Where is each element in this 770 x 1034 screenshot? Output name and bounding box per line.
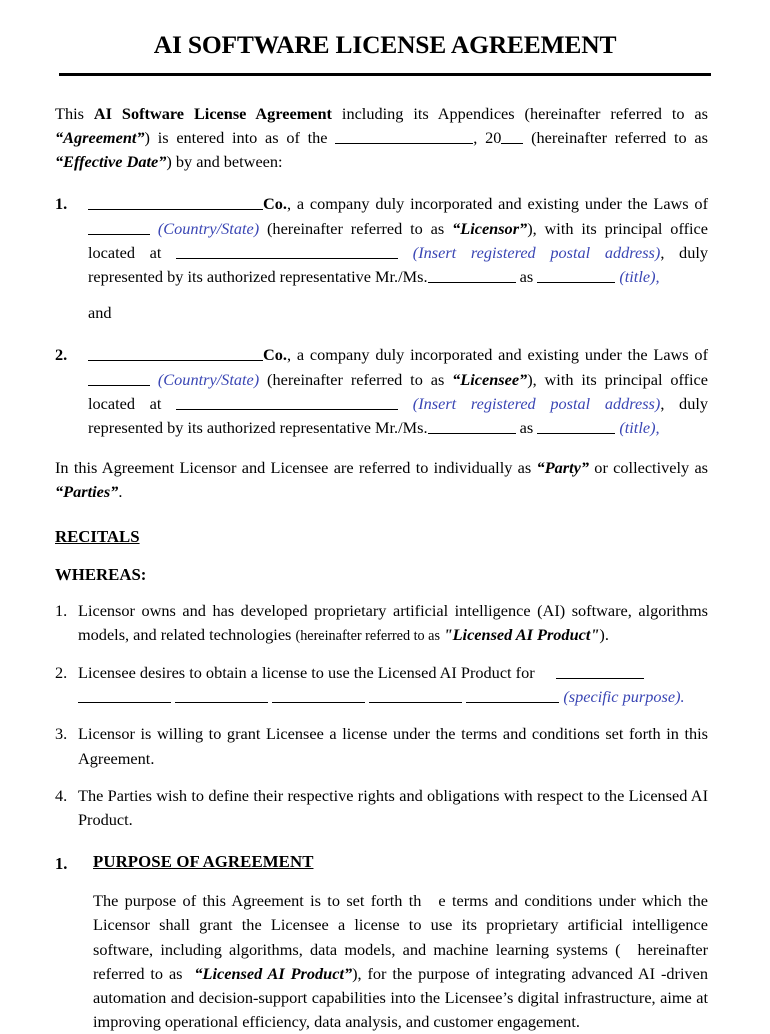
recitals-list <box>55 599 708 833</box>
party-2-country-blank[interactable] <box>88 369 150 385</box>
party-1-title-hint: (title), <box>619 266 660 286</box>
recital-item-1 <box>55 599 708 648</box>
party-connector-and: and <box>88 303 112 323</box>
section-purpose-of-agreement <box>55 852 708 1034</box>
recital-number-1: 1. <box>55 600 68 620</box>
party-2-seg-duly: , duly represented by its authorized representative Mr./Ms. <box>88 393 709 437</box>
party-2-seg-hereinafter: (hereinafter referred to as <box>259 369 453 389</box>
intro-text-3: ) is entered into as of the <box>144 127 336 147</box>
purpose-blank-5[interactable] <box>369 687 462 703</box>
party-1-seg-as: as <box>515 266 538 286</box>
recital-4-text: The Parties wish to define their respective rights and obligations with respect to the Licensed AI Product. <box>78 785 708 830</box>
section-1-number: 1. <box>55 854 68 874</box>
party-number-1: 1. <box>55 194 68 214</box>
purpose-blank-3[interactable] <box>175 687 268 703</box>
party-number-2: 2. <box>55 345 68 365</box>
party-2-seg-office: ), with its principal office located at <box>88 369 708 413</box>
page-title: AI SOFTWARE LICENSE AGREEMENT <box>153 30 617 59</box>
party-entry-2 <box>55 343 708 440</box>
party-2-address-hint: (Insert registered postal address) <box>412 393 661 413</box>
party-1-seg-after-co: , a company duly incorporated and existing under the Laws of <box>286 194 708 214</box>
party-2-country-state-hint: (Country/State) <box>157 369 260 389</box>
party-1-seg-office: ), with its principal office located at <box>88 218 708 262</box>
party-2-representative-blank[interactable] <box>428 418 516 434</box>
specific-purpose-hint: (specific purpose). <box>563 687 685 707</box>
purpose-blank-2[interactable] <box>78 687 171 703</box>
intro-term-agreement: “Agreement” <box>55 127 145 147</box>
party-2-address-blank[interactable] <box>176 393 398 409</box>
purpose-blank-1[interactable] <box>556 663 644 679</box>
party-2-role: “Licensee” <box>452 369 528 389</box>
title-block <box>0 0 770 76</box>
party-2-co-label: Co. <box>263 345 287 365</box>
party-1-co-label: Co. <box>263 194 287 214</box>
document-body <box>0 102 770 1034</box>
party-1-address-blank[interactable] <box>176 242 398 258</box>
party-1-country-blank[interactable] <box>88 218 150 234</box>
intro-text-4: , 20 <box>473 127 502 147</box>
party-1-title-blank[interactable] <box>537 267 615 283</box>
party-1-seg-duly: , duly represented by its authorized representative Mr./Ms. <box>88 242 709 286</box>
party-definition-paragraph <box>55 456 708 504</box>
intro-text-5: (hereinafter referred to as <box>523 127 708 147</box>
effective-year-blank[interactable] <box>501 127 523 143</box>
purpose-blank-4[interactable] <box>272 687 365 703</box>
party-entry-1 <box>55 192 708 325</box>
recital-item-3 <box>55 722 708 770</box>
party-1-text <box>88 192 708 289</box>
recital-2-seg-1: Licensee desires to obtain a license to use the Licensed AI Product for <box>78 663 539 683</box>
intro-agreement-name: AI Software License Agreement <box>93 103 332 123</box>
recital-1-term: "Licensed AI Product" <box>443 624 600 644</box>
party-1-address-hint: (Insert registered postal address) <box>412 242 661 262</box>
party-2-title-blank[interactable] <box>537 418 615 434</box>
purpose-blank-6[interactable] <box>466 687 559 703</box>
recital-1-seg-1: Licensor owns and has developed proprietary artificial intelligence (AI) software, algorithms models, and related technologies <box>78 600 708 644</box>
section-1-body <box>93 889 708 1034</box>
recital-number-2: 2. <box>55 663 68 683</box>
party-def-term-parties: “Parties” <box>55 482 119 502</box>
party-2-title-hint: (title), <box>619 418 660 437</box>
party-2-seg-as: as <box>515 418 538 437</box>
party-1-seg-hereinafter: (hereinafter referred to as <box>259 218 453 238</box>
recital-number-4: 4. <box>55 785 68 805</box>
effective-date-blank[interactable] <box>335 127 473 143</box>
section-1-body-seg-4: ), for the purpose of integrating advanced AI -driven automation and decision-support capabilities into the Licensee’s digital infrastructure, aime at improving operational efficiency, data analysis, and customer engagement. <box>93 963 708 1032</box>
party-2-seg-after-co: , a company duly incorporated and existing under the Laws of <box>286 345 708 365</box>
whereas-label: WHEREAS: <box>55 564 147 584</box>
section-1-body-seg-2: e terms and conditions under which the Licensor shall grant the Licensee a license to use its proprietary artificial intelligence software, including algorithms, data models, and machine learning systems ( <box>93 891 708 959</box>
intro-text-6: ) by and between: <box>166 152 283 172</box>
recital-3-text: Licensor is willing to grant Licensee a license under the terms and conditions set forth in this Agreement. <box>78 724 708 768</box>
intro-paragraph <box>55 102 708 175</box>
intro-text-2: including its Appendices (hereinafter referred to as <box>331 103 708 123</box>
party-1-representative-blank[interactable] <box>428 267 516 283</box>
title-divider <box>59 73 711 76</box>
party-1-country-state-hint: (Country/State) <box>157 218 260 238</box>
party-def-text-2: or collectively as <box>589 458 709 478</box>
party-def-text-1: In this Agreement Licensor and Licensee are referred to individually as <box>55 458 537 478</box>
section-1-body-seg-3: hereinafter referred to as <box>93 939 708 983</box>
intro-term-effective-date: “Effective Date” <box>55 152 167 172</box>
party-2-company-blank[interactable] <box>88 345 263 361</box>
party-1-company-blank[interactable] <box>88 194 263 210</box>
recital-item-4 <box>55 784 708 832</box>
recital-1-seg-end: ). <box>599 624 609 644</box>
section-1-body-seg-1: The purpose of this Agreement is to set forth th <box>93 891 422 911</box>
intro-text-1: This <box>55 103 94 123</box>
section-1-body-term: “Licensed AI Product” <box>194 963 353 983</box>
recital-1-text <box>78 599 708 648</box>
recital-2-text <box>78 661 708 709</box>
party-2-text <box>88 343 708 440</box>
recital-number-3: 3. <box>55 724 68 744</box>
recital-item-2 <box>55 661 708 709</box>
recital-1-seg-small: (hereinafter referred to as <box>295 627 444 644</box>
party-def-term-party: “Party” <box>536 458 589 478</box>
party-def-text-3: . <box>118 482 123 502</box>
party-1-role: “Licensor” <box>452 218 528 238</box>
recitals-heading: RECITALS <box>55 526 140 546</box>
section-1-title: PURPOSE OF AGREEMENT <box>93 852 314 872</box>
